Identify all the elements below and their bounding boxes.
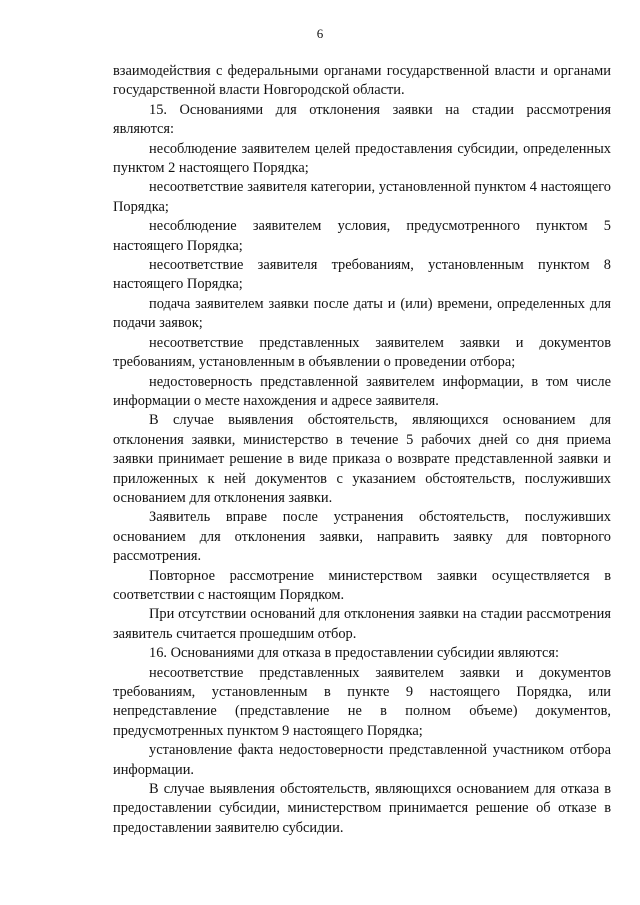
resubmission-paragraph: Заявитель вправе после устранения обстоятельств, послуживших основанием для отклонения заявки, направить заявку для повторного рассмотрения.: [113, 509, 611, 565]
document-body: [113, 62, 611, 838]
refusal-procedure-paragraph: В случае выявления обстоятельств, являющихся основанием для отказа в предоставлении субсидии, министерством принимается решение об отказе в предоставлении заявителю субсидии.: [113, 781, 611, 836]
rejection-reason-6: несоответствие представленных заявителем заявки и документов требованиям, установленным в объявлении о проведении отбора;: [113, 334, 611, 371]
rejection-reason-2: несоответствие заявителя категории, установленной пунктом 4 настоящего Порядка;: [113, 179, 611, 215]
passed-selection-paragraph: При отсутствии оснований для отклонения заявки на стадии рассмотрения заявитель считается прошедшим отбор.: [113, 606, 611, 642]
page-number: 6: [316, 26, 324, 41]
rejection-procedure-paragraph: В случае выявления обстоятельств, являющихся основанием для отклонения заявки, министерство в течение 5 рабочих дней со дня приема заявки принимает решение в виде приказа о возврате представленной заявки и приложенных к ней документов с указанием обстоятельств, послуживших основанием для отклонения заявки.: [113, 412, 611, 506]
refusal-reason-2: установление факта недостоверности представленной участником отбора информации.: [113, 742, 611, 778]
repeat-review-paragraph: Повторное рассмотрение министерством заявки осуществляется в соответствии с настоящим Порядком.: [113, 567, 611, 603]
refusal-reason-1: несоответствие представленных заявителем заявки и документов требованиям, установленным в пункте 9 настоящего Порядка, или непредставление (представление не в полном объеме) документов, предусмотренных пунктом 9 настоящего Порядка;: [113, 664, 611, 739]
rejection-reason-5: подача заявителем заявки после даты и (или) времени, определенных для подачи заявок;: [113, 295, 611, 332]
rejection-reason-3: несоблюдение заявителем условия, предусмотренного пунктом 5 настоящего Порядка;: [113, 218, 611, 254]
paragraph-continuation: взаимодействия с федеральными органами государственной власти и органами государственной власти Новгородской области.: [113, 63, 611, 99]
clause-16-heading: 16. Основаниями для отказа в предоставлении субсидии являются:: [149, 645, 559, 662]
rejection-reason-7: недостоверность представленной заявителем информации, в том числе информации о месте нахождения и адресе заявителя.: [113, 373, 611, 409]
clause-15-heading: 15. Основаниями для отклонения заявки на стадии рассмотрения являются:: [113, 101, 611, 138]
rejection-reason-1: несоблюдение заявителем целей предоставления субсидии, определенных пунктом 2 настоящего Порядка;: [113, 140, 611, 177]
rejection-reason-4: несоответствие заявителя требованиям, установленным пунктом 8 настоящего Порядка;: [113, 257, 611, 293]
